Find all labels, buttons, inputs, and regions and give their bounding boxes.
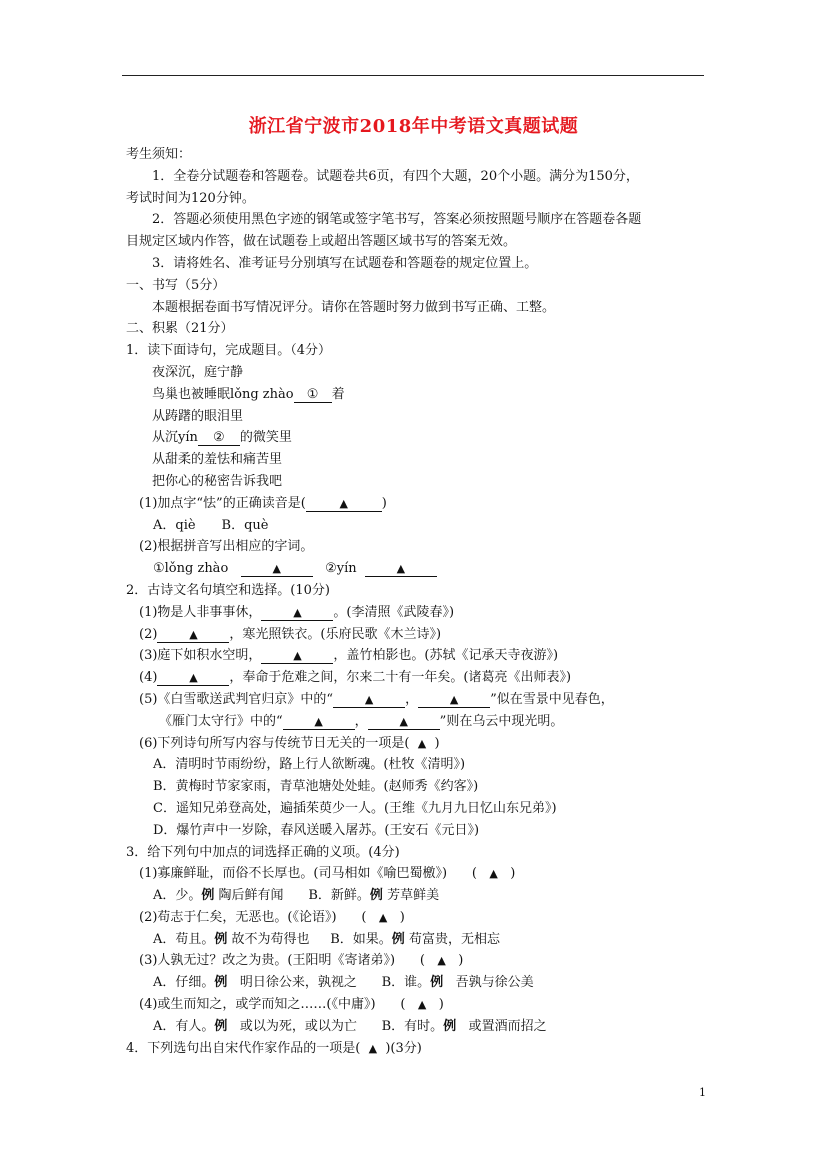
q1-sub2: (2)根据拼音写出相应的字词。 xyxy=(139,539,314,555)
answer-blank[interactable] xyxy=(261,605,333,621)
example-mark: 例 xyxy=(430,975,444,991)
q1-sub1-options: A．qiè B．què xyxy=(153,517,269,533)
option-b-example: 苟富贵，无相忘 xyxy=(408,931,500,947)
q2-line-1-text: (1)物是人非事事休， xyxy=(139,604,262,620)
example-mark: 例 xyxy=(201,888,215,904)
poem-line-4-end: 的微笑里 xyxy=(239,430,292,446)
answer-blank[interactable] xyxy=(261,648,333,664)
option-b-example: 芳草鲜美 xyxy=(387,888,440,904)
q1-sub1 xyxy=(126,493,706,515)
q2-option-b: B．黄梅时节家家雨，青草池塘处处蛙。(赵师秀《约客》) xyxy=(153,779,479,795)
triangle-icon: ▲ xyxy=(314,714,323,728)
q2-line-5 xyxy=(126,689,706,711)
q3-stem: 3．给下列句中加点的词选择正确的义项。(4分) xyxy=(126,844,400,860)
q2-line-6-text: (6)下列诗句所写内容与传统节日无关的一项是( xyxy=(139,735,410,751)
poem-line-3: 从踌躇的眼泪里 xyxy=(152,408,244,424)
q2-line-6 xyxy=(126,733,706,755)
option-a-example: 或以为死，或以为亡 xyxy=(239,1018,357,1034)
example-mark: 例 xyxy=(443,1018,457,1034)
poem-line-4-text: 从沉yín xyxy=(152,430,198,446)
option-a-example: 陶后鲜有闻 xyxy=(218,888,284,904)
option-a: A．仔细。 xyxy=(153,975,215,991)
option-b-example: 或置酒而招之 xyxy=(468,1018,547,1034)
option-b: B．有时。 xyxy=(381,1018,444,1034)
option-a: A．有人。 xyxy=(153,1018,215,1034)
triangle-icon: ▲ xyxy=(364,692,374,706)
q3-sub3: (3)人孰无过？改之为贵。(王阳明《寄诸弟》) ( ▲ ) xyxy=(139,953,464,969)
answer-blank[interactable] xyxy=(368,714,440,730)
q3-sub4-options xyxy=(126,1016,706,1038)
poem-line-4 xyxy=(126,427,706,449)
answer-blank[interactable] xyxy=(333,692,405,708)
triangle-icon: ▲ xyxy=(437,954,446,968)
q2-line-6-end: ) xyxy=(434,735,440,751)
q2-line-5-end: ”似在雪景中见春色， xyxy=(490,691,614,707)
example-mark: 例 xyxy=(214,931,228,947)
triangle-icon: ▲ xyxy=(189,627,198,641)
q3-sub4: (4)或生而知之，或学而知之……(《中庸》) ( ▲ ) xyxy=(139,997,444,1013)
option-b-example: 吾孰与徐公美 xyxy=(455,975,534,991)
triangle-icon: ▲ xyxy=(368,1041,378,1055)
answer-blank[interactable] xyxy=(157,627,229,643)
triangle-icon: ▲ xyxy=(396,562,406,576)
q2-option-c: C．遥知兄弟登高处，遍插茱萸少一人。(王维《九月九日忆山东兄弟》) xyxy=(153,800,557,816)
answer-blank[interactable] xyxy=(365,561,437,577)
poem-line-5: 从甜柔的羞怯和痛苦里 xyxy=(152,452,283,468)
notice-item-2: 2．答题必须使用黑色字迹的钢笔或签字笔书写，答案必须按照题号顺序在答题卷各题 xyxy=(152,212,642,228)
answer-blank[interactable] xyxy=(283,714,355,730)
q2-line-3 xyxy=(126,645,706,667)
q2-line-3-text: (3)庭下如积水空明， xyxy=(139,648,262,664)
blank-2-label: ② xyxy=(213,430,225,446)
q1-sub2-a: ①lǒng zhào xyxy=(153,561,229,577)
triangle-icon: ▲ xyxy=(339,496,349,510)
q3-sub2-text: (2)苟志于仁矣，无恶也。(《论语》) xyxy=(139,909,337,925)
exam-title: 浙江省宁波市2018年中考语文真题试题 xyxy=(248,116,579,137)
page-number: 1 xyxy=(699,1086,706,1099)
poem-line-2-end: 着 xyxy=(331,386,345,402)
blank-1[interactable] xyxy=(294,387,332,403)
q2-line-4-num: (4) xyxy=(139,670,158,686)
section-2-heading: 二、积累（21分） xyxy=(126,321,234,337)
q2-line-2-num: (2) xyxy=(139,626,158,642)
q3-sub2-options xyxy=(126,929,706,951)
blank-1-label: ① xyxy=(306,386,319,402)
example-mark: 例 xyxy=(391,931,405,947)
q3-sub4-text: (4)或生而知之，或学而知之……(《中庸》) xyxy=(139,997,376,1013)
example-mark: 例 xyxy=(214,1018,228,1034)
q2-line-5-cont xyxy=(126,711,706,733)
triangle-icon: ▲ xyxy=(272,562,281,576)
section-1-text: 本题根据卷面书写情况评分。请你在答题时努力做到书写正确、工整。 xyxy=(152,299,556,315)
option-a: A．少。 xyxy=(153,888,202,904)
q1-sub1-end: ) xyxy=(381,495,387,511)
q3-sub1-text: (1)寡廉鲜耻，而俗不长厚也。(司马相如《喻巴蜀檄》) xyxy=(139,866,448,882)
poem-line-6: 把你心的秘密告诉我吧 xyxy=(152,473,283,489)
q1-sub2-items xyxy=(126,558,706,580)
notice-heading: 考生须知： xyxy=(126,147,192,162)
triangle-icon: ▲ xyxy=(189,671,198,685)
poem-line-2-text: 鸟巢也被睡眠lǒng zhào xyxy=(152,386,294,402)
q2-line-2-text: ，寒光照铁衣。(乐府民歌《木兰诗》) xyxy=(229,626,442,642)
q1-sub2-b: ②yín xyxy=(325,561,357,577)
option-a-example: 明日徐公来，孰视之 xyxy=(239,975,357,991)
example-mark: 例 xyxy=(214,975,228,991)
comma: ， xyxy=(354,713,368,729)
section-1-heading: 一、书写（5分） xyxy=(126,277,226,293)
q2-line-2 xyxy=(126,624,706,646)
q2-line-4 xyxy=(126,667,706,689)
triangle-icon: ▲ xyxy=(489,867,498,881)
triangle-icon: ▲ xyxy=(293,649,302,663)
option-a-example: 故不为苟得也 xyxy=(231,931,310,947)
q2-line-5-text: (5)《白雪歌送武判官归京》中的“ xyxy=(139,691,334,707)
poem-line-2 xyxy=(126,384,706,406)
q2-line-1-source: 。(李清照《武陵春》) xyxy=(333,604,455,620)
q2-option-a: A．清明时节雨纷纷，路上行人欲断魂。(杜牧《清明》) xyxy=(153,757,466,773)
option-b: B．谁。 xyxy=(381,975,431,991)
triangle-icon: ▲ xyxy=(417,736,427,750)
option-b: B．如果。 xyxy=(330,931,392,947)
answer-blank[interactable] xyxy=(241,561,313,577)
q2-line-5-cont-text: 《雁门太守行》中的“ xyxy=(159,713,283,729)
triangle-icon: ▲ xyxy=(417,998,427,1012)
q2-line-1 xyxy=(126,602,706,624)
q2-line-3-source: ，盖竹柏影也。(苏轼《记承天寺夜游》) xyxy=(333,648,559,664)
notice-item-2-cont: 目规定区域内作答，做在试题卷上或超出答题区域书写的答案无效。 xyxy=(126,234,517,250)
triangle-icon: ▲ xyxy=(293,605,302,619)
q2-stem: 2．古诗文名句填空和选择。(10分) xyxy=(126,582,330,598)
q4-stem-text: 4．下列选句出自宋代作家作品的一项是( xyxy=(126,1040,361,1056)
triangle-icon: ▲ xyxy=(449,692,459,706)
notice-item-3: 3．请将姓名、准考证号分别填写在试题卷和答题卷的规定位置上。 xyxy=(152,255,538,271)
q3-sub3-text: (3)人孰无过？改之为贵。(王阳明《寄诸弟》) xyxy=(139,953,396,969)
q2-line-4-text: ，奉命于危难之间，尔来二十有一年矣。(诸葛亮《出师表》) xyxy=(229,670,572,686)
notice-item-1-cont: 考试时间为120分钟。 xyxy=(126,190,255,206)
blank-2[interactable] xyxy=(198,430,240,446)
q2-line-5-cont-end: ”则在乌云中现光明。 xyxy=(439,713,564,729)
q4-stem xyxy=(126,1038,706,1060)
answer-blank[interactable] xyxy=(418,692,490,708)
comma: ， xyxy=(405,691,419,707)
exam-body xyxy=(126,144,706,1059)
example-mark: 例 xyxy=(369,888,383,904)
q4-stem-end: )(3分) xyxy=(385,1040,422,1056)
q2-option-d: D．爆竹声中一岁除，春风送暖入屠苏。(王安石《元日》) xyxy=(153,822,480,838)
header-rule xyxy=(122,75,704,76)
option-b: B．新鲜。 xyxy=(308,888,370,904)
triangle-icon: ▲ xyxy=(399,714,408,728)
notice-item-1: 1．全卷分试题卷和答题卷。试题卷共6页，有四个大题，20个小题。满分为150分， xyxy=(152,168,639,184)
answer-blank[interactable] xyxy=(157,670,229,686)
answer-blank[interactable] xyxy=(306,496,382,512)
q3-sub3-options xyxy=(126,972,706,994)
q3-sub1-options xyxy=(126,885,706,907)
q3-sub2: (2)苟志于仁矣，无恶也。(《论语》) ( ▲ ) xyxy=(139,909,405,925)
q3-sub1: (1)寡廉鲜耻，而俗不长厚也。(司马相如《喻巴蜀檄》) ( ▲ ) xyxy=(139,866,516,882)
poem-line-1: 夜深沉，庭宁静 xyxy=(152,364,244,380)
q1-stem: 1．读下面诗句，完成题目。（4分） xyxy=(126,343,332,359)
triangle-icon: ▲ xyxy=(378,910,388,924)
q1-sub1-text: (1)加点字“怯”的正确读音是( xyxy=(139,495,306,511)
option-a: A．苟且。 xyxy=(153,931,215,947)
